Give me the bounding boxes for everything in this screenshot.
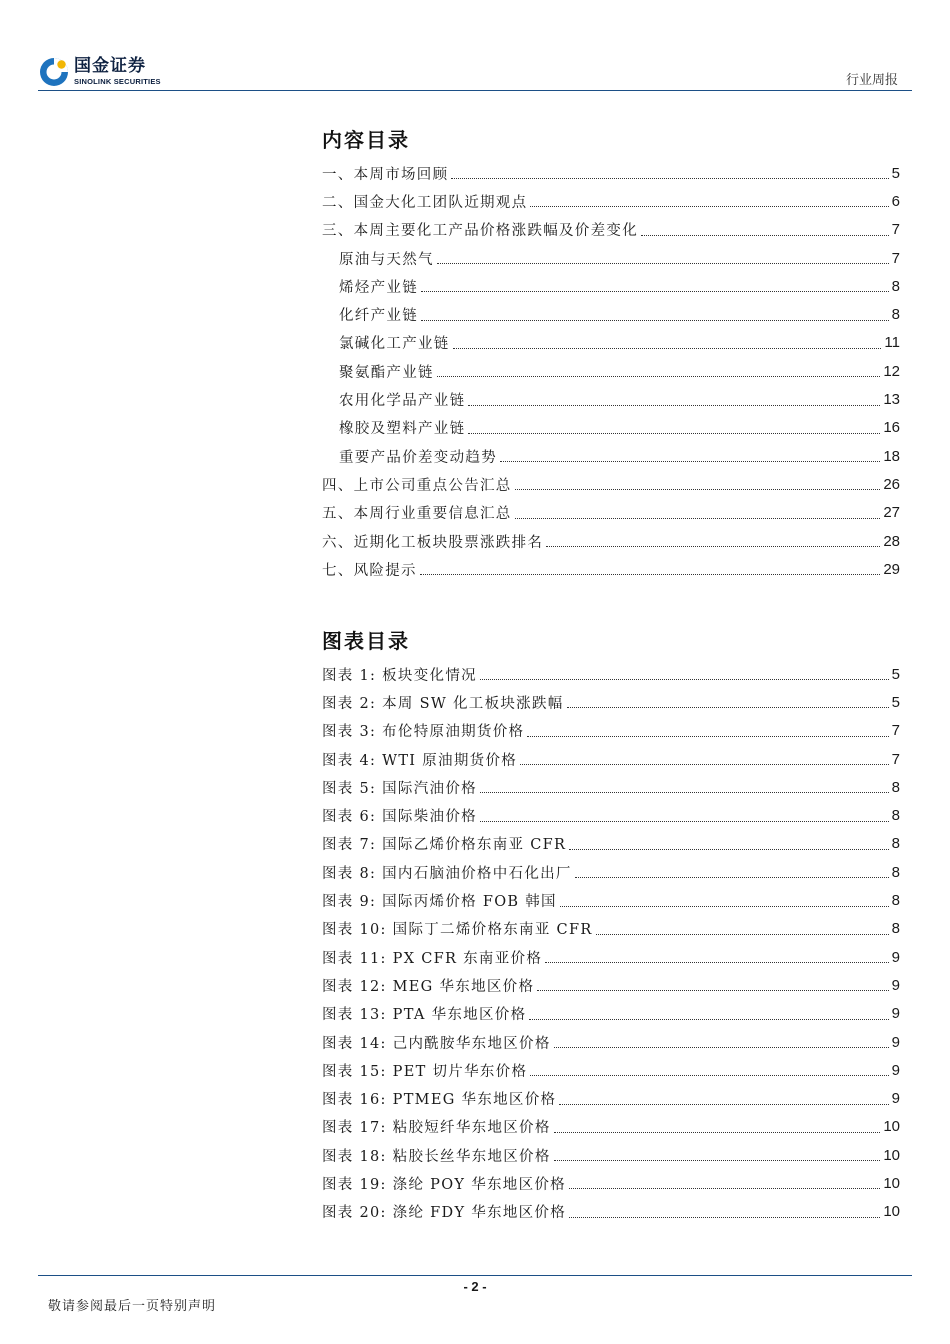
toc-leader-dots (569, 1187, 880, 1189)
toc-entry-page: 7 (891, 750, 900, 768)
toc-entry-label: 烯烃产业链 (339, 279, 418, 296)
toc-entry-page: 18 (883, 447, 900, 465)
toc-entry[interactable] (322, 244, 900, 272)
toc-entry-label: 图表 1: 板块变化情况 (322, 667, 477, 684)
toc-entry[interactable] (322, 1000, 900, 1028)
toc-entry[interactable] (322, 414, 900, 442)
toc-entry[interactable] (322, 886, 900, 914)
contents-list (322, 159, 900, 583)
disclaimer-text: 敬请参阅最后一页特别声明 (48, 1299, 217, 1314)
toc-entry[interactable] (322, 1084, 900, 1112)
toc-entry-label: 化纤产业链 (339, 308, 418, 325)
toc-entry-page: 9 (891, 976, 900, 994)
toc-entry-page: 8 (891, 807, 900, 825)
toc-leader-dots (500, 460, 880, 462)
toc-entry[interactable] (322, 300, 900, 328)
toc-leader-dots (546, 545, 880, 547)
toc-entry-label: 图表 11: PX CFR 东南亚价格 (322, 950, 543, 967)
toc-entry-label: 图表 16: PTMEG 华东地区价格 (322, 1092, 557, 1109)
toc-entry[interactable] (322, 943, 900, 971)
toc-leader-dots (420, 573, 881, 575)
toc-leader-dots (530, 205, 888, 207)
company-logo (38, 54, 161, 90)
toc-entry-label: 图表 20: 涤纶 FDY 华东地区价格 (322, 1205, 567, 1222)
toc-entry[interactable] (322, 329, 900, 357)
toc-leader-dots (537, 989, 888, 991)
toc-entry-label: 图表 13: PTA 华东地区价格 (322, 1007, 527, 1024)
toc-entry-page: 28 (883, 532, 900, 550)
toc-leader-dots (480, 820, 889, 822)
toc-entry[interactable] (322, 470, 900, 498)
toc-entry-page: 6 (891, 192, 900, 210)
toc-leader-dots (569, 848, 888, 850)
toc-leader-dots (554, 1159, 881, 1161)
sinolink-logo-icon (38, 56, 70, 88)
report-type-label: 行业周报 (845, 73, 898, 88)
toc-entry[interactable] (322, 773, 900, 801)
toc-leader-dots (554, 1046, 889, 1048)
toc-entry-label: 农用化学品产业链 (339, 393, 466, 410)
toc-entry[interactable] (322, 745, 900, 773)
toc-entry-page: 29 (883, 560, 900, 578)
toc-entry[interactable] (322, 1056, 900, 1084)
toc-entry-page: 10 (883, 1146, 900, 1164)
toc-leader-dots (468, 404, 880, 406)
toc-entry-page: 8 (891, 835, 900, 853)
toc-leader-dots (527, 735, 888, 737)
toc-entry-page: 8 (891, 306, 900, 324)
toc-leader-dots (520, 763, 889, 765)
toc-entry[interactable] (322, 385, 900, 413)
toc-entry-page: 8 (891, 778, 900, 796)
toc-entry[interactable] (322, 1113, 900, 1141)
toc-entry[interactable] (322, 915, 900, 943)
toc-entry-label: 图表 19: 涤纶 POY 华东地区价格 (322, 1176, 566, 1193)
toc-entry-label: 图表 17: 粘胶短纤华东地区价格 (322, 1120, 551, 1137)
toc-entry-label: 五、本周行业重要信息汇总 (322, 506, 512, 523)
toc-leader-dots (575, 876, 889, 878)
toc-leader-dots (515, 517, 881, 519)
toc-entry-label: 图表 9: 国际丙烯价格 FOB 韩国 (322, 894, 557, 911)
toc-entry-label: 图表 3: 布伦特原油期货价格 (322, 724, 525, 741)
toc-entry-page: 9 (891, 1005, 900, 1023)
toc-entry[interactable] (322, 527, 900, 555)
toc-entry-label: 图表 2: 本周 SW 化工板块涨跌幅 (322, 695, 564, 712)
toc-entry-page: 5 (891, 693, 900, 711)
toc-leader-dots (567, 706, 889, 708)
toc-leader-dots (421, 319, 889, 321)
toc-entry-page: 5 (891, 665, 900, 683)
toc-entry[interactable] (322, 159, 900, 187)
toc-entry[interactable] (322, 1141, 900, 1169)
toc-entry-label: 图表 15: PET 切片华东价格 (322, 1063, 528, 1080)
toc-entry-label: 氯碱化工产业链 (339, 336, 450, 353)
toc-entry-label: 原油与天然气 (339, 251, 434, 268)
toc-entry[interactable] (322, 555, 900, 583)
toc-entry-label: 图表 10: 国际丁二烯价格东南亚 CFR (322, 922, 593, 939)
toc-entry-label: 一、本周市场回顾 (322, 166, 449, 183)
logo-english-text: SINOLINK SECURITIES (74, 77, 161, 87)
toc-leader-dots (421, 290, 889, 292)
toc-entry-page: 7 (891, 221, 900, 239)
figures-list (322, 660, 900, 1226)
toc-entry-page: 10 (883, 1203, 900, 1221)
toc-entry-page: 9 (891, 1061, 900, 1079)
toc-entry[interactable] (322, 216, 900, 244)
toc-leader-dots (641, 234, 889, 236)
toc-leader-dots (596, 933, 889, 935)
toc-leader-dots (480, 678, 889, 680)
toc-entry-page: 10 (883, 1174, 900, 1192)
toc-entry[interactable] (322, 1169, 900, 1197)
toc-leader-dots (560, 905, 889, 907)
toc-entry-page: 9 (891, 1090, 900, 1108)
page-number: - 2 - (463, 1279, 487, 1294)
toc-entry-label: 七、风险提示 (322, 562, 417, 579)
toc-entry-label: 二、国金大化工团队近期观点 (322, 194, 528, 211)
toc-entry-page: 13 (883, 391, 900, 409)
toc-leader-dots (569, 1216, 880, 1218)
toc-entry[interactable] (322, 717, 900, 745)
toc-leader-dots (559, 1103, 888, 1105)
toc-entry-label: 图表 5: 国际汽油价格 (322, 780, 477, 797)
toc-entry[interactable] (322, 1028, 900, 1056)
toc-entry-label: 聚氨酯产业链 (339, 364, 434, 381)
toc-leader-dots (545, 961, 889, 963)
toc-leader-dots (453, 347, 882, 349)
toc-leader-dots (437, 262, 889, 264)
toc-entry-page: 7 (891, 249, 900, 267)
toc-entry[interactable] (322, 801, 900, 829)
toc-entry-page: 9 (891, 948, 900, 966)
toc-entry[interactable] (322, 688, 900, 716)
toc-entry-page: 12 (883, 362, 900, 380)
toc-entry[interactable] (322, 660, 900, 688)
toc-entry-page: 9 (891, 1033, 900, 1051)
toc-leader-dots (468, 432, 880, 434)
toc-leader-dots (515, 488, 881, 490)
toc-entry-label: 重要产品价差变动趋势 (339, 449, 497, 466)
toc-entry-page: 16 (883, 419, 900, 437)
toc-entry-page: 26 (883, 475, 900, 493)
toc-leader-dots (437, 375, 881, 377)
toc-leader-dots (529, 1018, 888, 1020)
toc-entry-label: 图表 18: 粘胶长丝华东地区价格 (322, 1148, 551, 1165)
toc-entry-label: 图表 12: MEG 华东地区价格 (322, 978, 535, 995)
toc-entry[interactable] (322, 187, 900, 215)
toc-entry-label: 图表 8: 国内石脑油价格中石化出厂 (322, 865, 572, 882)
toc-entry-page: 27 (883, 504, 900, 522)
toc-entry[interactable] (322, 971, 900, 999)
toc-entry-page: 8 (891, 277, 900, 295)
toc-entry[interactable] (322, 272, 900, 300)
toc-entry[interactable] (322, 442, 900, 470)
toc-entry[interactable] (322, 499, 900, 527)
toc-entry-label: 六、近期化工板块股票涨跌排名 (322, 534, 544, 551)
toc-entry-label: 图表 7: 国际乙烯价格东南亚 CFR (322, 837, 567, 854)
toc-entry-label: 橡胶及塑料产业链 (339, 421, 466, 438)
toc-entry-label: 图表 4: WTI 原油期货价格 (322, 752, 518, 769)
toc-entry[interactable] (322, 858, 900, 886)
logo-chinese-text: 国金证券 (74, 56, 146, 77)
contents-title: 内容目录 (322, 128, 410, 152)
toc-entry-page: 8 (891, 892, 900, 910)
toc-entry-page: 5 (891, 164, 900, 182)
toc-leader-dots (480, 791, 889, 793)
toc-leader-dots (530, 1074, 888, 1076)
toc-entry-page: 8 (891, 920, 900, 938)
header-divider (38, 90, 912, 91)
toc-entry-label: 图表 14: 己内酰胺华东地区价格 (322, 1035, 551, 1052)
toc-entry[interactable] (322, 1198, 900, 1226)
toc-leader-dots (554, 1131, 881, 1133)
toc-entry-page: 8 (891, 863, 900, 881)
toc-entry-label: 四、上市公司重点公告汇总 (322, 477, 512, 494)
toc-entry-label: 图表 6: 国际柴油价格 (322, 809, 477, 826)
toc-entry[interactable] (322, 357, 900, 385)
footer-divider (38, 1275, 912, 1276)
toc-entry-page: 7 (891, 722, 900, 740)
page-header (38, 52, 912, 92)
toc-entry[interactable] (322, 830, 900, 858)
toc-leader-dots (451, 177, 888, 179)
figures-title: 图表目录 (322, 629, 410, 653)
toc-entry-page: 10 (883, 1118, 900, 1136)
toc-entry-page: 11 (884, 334, 900, 352)
toc-entry-label: 三、本周主要化工产品价格涨跌幅及价差变化 (322, 223, 638, 240)
